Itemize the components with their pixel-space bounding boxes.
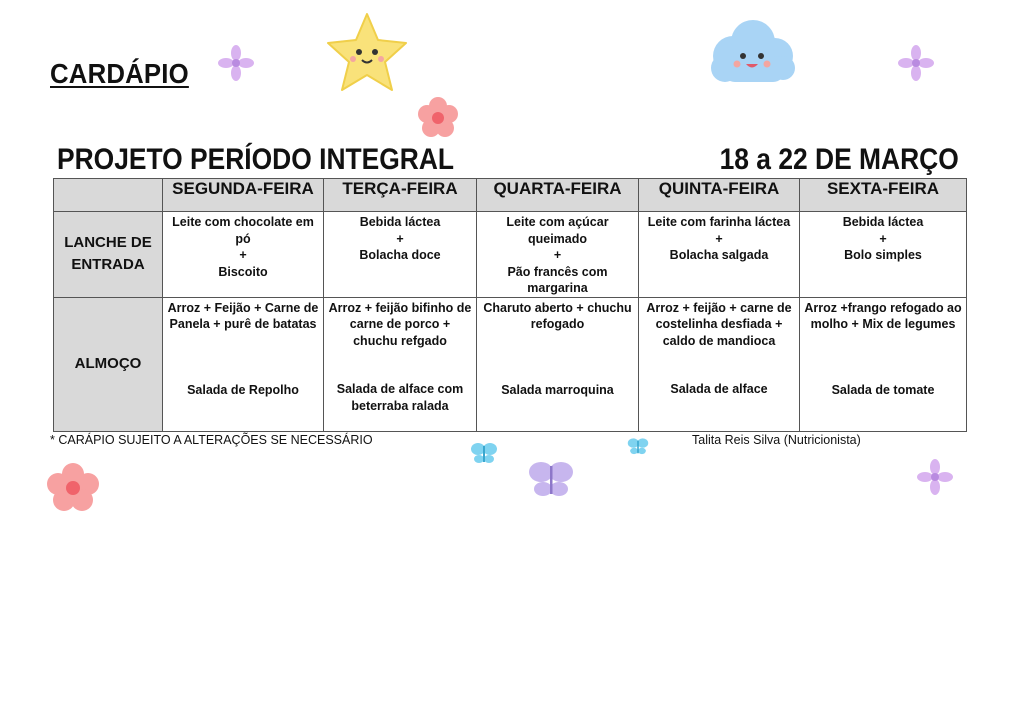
flower-pink-icon — [44, 462, 102, 512]
menu-item-line: chuchu refgado — [353, 333, 447, 348]
menu-cell — [800, 212, 967, 298]
salad-line: Salada marroquina — [501, 382, 614, 397]
menu-item-line: Bebida láctea — [842, 215, 924, 229]
day-header: SEGUNDA-FEIRA — [163, 179, 324, 212]
day-header: QUARTA-FEIRA — [477, 179, 639, 212]
table-row-almoco — [54, 297, 967, 431]
menu-item-line: Leite com açúcar — [506, 215, 609, 229]
flower-lilac-icon — [218, 45, 254, 81]
salad-line: Salada de tomate — [831, 382, 935, 397]
row-label-almoco — [54, 297, 163, 431]
butterfly-blue-icon — [627, 436, 649, 458]
salad-line: beterraba ralada — [351, 398, 449, 413]
menu-item-line: Arroz + feijão + carne de — [646, 300, 792, 315]
menu-cell — [477, 212, 639, 298]
menu-item-line: margarina — [527, 281, 588, 295]
salad-line: Salada de alface com — [336, 382, 464, 396]
cloud-face-icon — [703, 16, 799, 88]
menu-item-line: Biscoito — [218, 264, 268, 279]
menu-cell — [800, 297, 967, 431]
menu-item-line: Leite com chocolate em — [172, 215, 314, 229]
menu-item-line: refogado — [530, 317, 585, 331]
day-header: SEXTA-FEIRA — [800, 179, 967, 212]
project-title: PROJETO PERÍODO INTEGRAL — [57, 143, 455, 176]
salad-line: Salada de Repolho — [187, 382, 299, 397]
menu-cell — [477, 297, 639, 431]
menu-item-line: pó — [235, 231, 251, 246]
menu-item-line: costelinha desfiada + — [655, 317, 783, 331]
menu-item-line: Arroz + feijão bifinho de — [328, 300, 472, 315]
menu-item-line: Bolacha doce — [359, 248, 441, 262]
menu-item-line: caldo de mandioca — [662, 333, 776, 348]
butterfly-blue-icon — [470, 440, 498, 468]
day-header: QUINTA-FEIRA — [639, 179, 800, 212]
menu-cell — [163, 212, 324, 298]
menu-item-line: + — [553, 248, 562, 262]
menu-item-line: queimado — [527, 231, 588, 246]
flower-lilac-icon — [898, 45, 934, 81]
menu-item-line: Bolacha salgada — [669, 248, 769, 262]
table-header-row — [54, 179, 967, 212]
star-face-icon — [322, 10, 412, 98]
salad-line: Salada de alface — [670, 382, 768, 396]
menu-item-line: Pão francês com — [507, 264, 608, 279]
menu-item-line: + — [396, 231, 404, 246]
document-title: CARDÁPIO — [50, 58, 189, 89]
row-label-line: ALMOÇO — [74, 355, 142, 372]
table-row-lanche — [54, 212, 967, 298]
menu-item-line: Panela + purê de batatas — [169, 317, 317, 331]
menu-item-line: + — [239, 248, 247, 262]
menu-item-line: carne de porco + — [349, 317, 451, 331]
menu-table — [53, 178, 967, 432]
menu-item-line: molho + Mix de legumes — [810, 317, 956, 331]
menu-cell — [639, 212, 800, 298]
menu-item-line: Bebida láctea — [359, 215, 441, 229]
header-corner-cell — [54, 179, 163, 212]
row-label-line: ENTRADA — [71, 256, 145, 274]
menu-cell — [163, 297, 324, 431]
day-header: TERÇA-FEIRA — [324, 179, 477, 212]
menu-cell — [639, 297, 800, 431]
menu-item-line: Bolo simples — [844, 248, 922, 262]
menu-item-line: Arroz + Feijão + Carne de — [167, 300, 319, 315]
date-range: 18 a 22 DE MARÇO — [719, 143, 959, 176]
row-label-lanche — [54, 212, 163, 298]
row-label-line: LANCHE DE — [64, 234, 152, 252]
disclaimer-note: * CARÁPIO SUJEITO A ALTERAÇÕES SE NECESSÁRIO — [50, 433, 373, 447]
menu-item-line: Leite com farinha láctea — [647, 215, 791, 229]
menu-cell — [324, 212, 477, 298]
menu-cell — [324, 297, 477, 431]
menu-item-line: Charuto aberto + chuchu — [483, 300, 632, 315]
butterfly-lilac-icon — [528, 458, 574, 502]
nutritionist-signature: Talita Reis Silva (Nutricionista) — [692, 433, 861, 447]
flower-pink-icon — [416, 96, 460, 140]
menu-item-line: + — [715, 231, 723, 246]
menu-item-line: Arroz +frango refogado ao — [804, 300, 962, 315]
menu-item-line: + — [879, 231, 887, 246]
flower-lilac-icon — [917, 459, 953, 495]
